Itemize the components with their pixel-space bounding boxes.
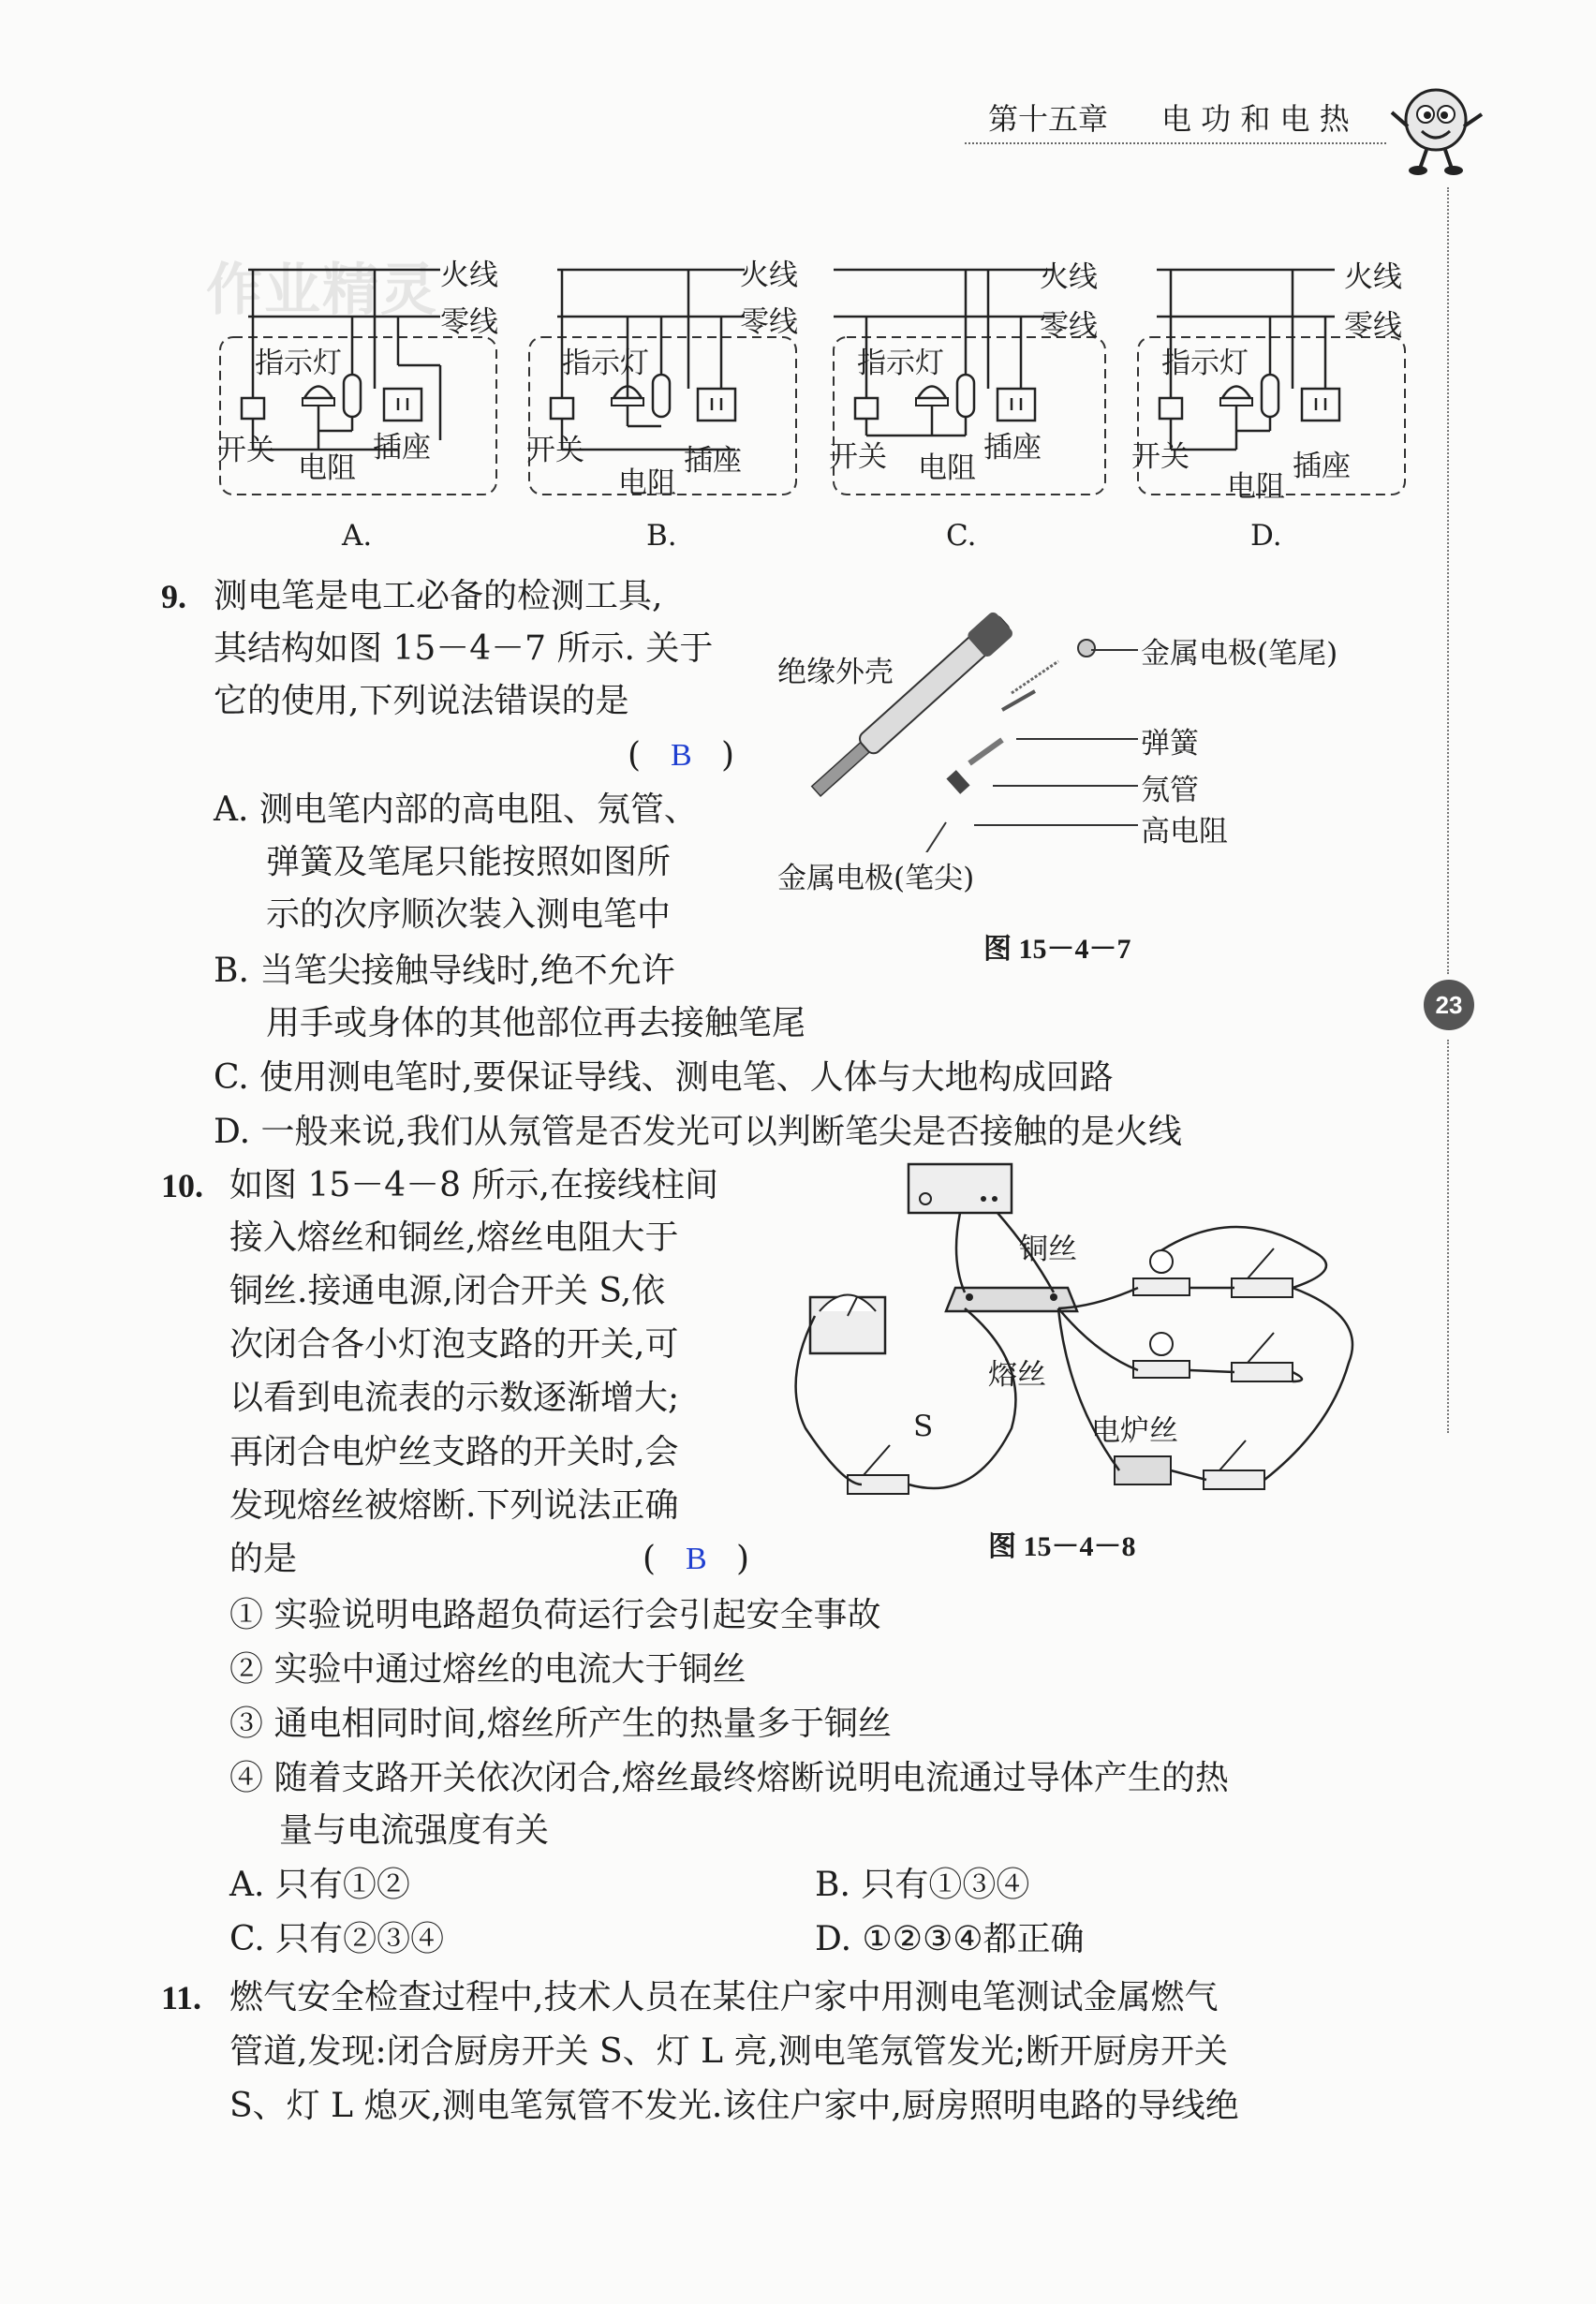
chapter-title: 电 功 和 电 热 [1161,101,1350,137]
tip-electrode-label: 金属电极(笔尖) [777,862,975,895]
q9-answer: B [671,738,692,773]
furnace-wire-label: 电炉丝 [1091,1414,1178,1448]
side-dotted-rule [1447,187,1449,974]
socket-label-d: 插座 [1293,450,1351,483]
fire-line-label-a: 火线 [440,258,498,292]
indicator-label-b: 指示灯 [562,347,649,380]
q9-option-a: A. 测电笔内部的高电阻、氖管、 [214,790,698,829]
q10-paren-close: ) [736,1540,750,1578]
q9-option-b: B. 当笔尖接触导线时,绝不允许 [214,952,675,990]
q10-number: 10. [161,1167,203,1204]
q9-number: 9. [161,578,186,615]
switch-label-a: 开关 [217,434,275,467]
q9-option-c: C. 使用测电笔时,要保证导线、测电笔、人体与大地构成回路 [214,1058,1114,1097]
q9-option-a: 弹簧及笔尾只能按照如图所 [266,843,672,881]
q11-stem-line: 燃气安全检查过程中,技术人员在某住户家中用测电笔测试金属燃气 [229,1978,1219,2016]
q10-statement: ③ 通电相同时间,熔丝所产生的热量多于铜丝 [229,1705,892,1743]
switch-label-c: 开关 [829,440,887,474]
q10-stem-line: 次闭合各小灯泡支路的开关,可 [229,1325,679,1364]
q9-paren-close: ) [721,736,735,775]
q10-stem-line: 再闭合电炉丝支路的开关时,会 [229,1433,679,1471]
neutral-line-label-c: 零线 [1040,309,1098,343]
q9-stem-line: 测电笔是电工必备的检测工具, [214,577,663,615]
q10-statement: ② 实验中通过熔丝的电流大于铜丝 [229,1650,746,1689]
q10-option-a: A. 只有①② [229,1866,410,1904]
spring-label: 弹簧 [1141,727,1199,761]
option-b-label: B. [646,519,677,553]
q9-paren-open: ( [628,736,642,775]
q10-stem-line: 如图 15－4－8 所示,在接线柱间 [229,1166,718,1204]
leader-line [1016,738,1138,740]
q11-stem-line: 管道,发现:闭合厨房开关 S、灯 L 亮,测电笔氖管发光;断开厨房开关 [229,2032,1229,2071]
switch-label-d: 开关 [1131,440,1190,474]
neutral-line-label-b: 零线 [740,305,798,339]
fire-line-label-c: 火线 [1040,260,1098,294]
q11-stem-line: S、灯 L 熄灭,测电笔氖管不发光.该住户家中,厨房照明电路的导线绝 [229,2087,1239,2125]
q10-statement: 量与电流强度有关 [279,1811,550,1850]
indicator-label-c: 指示灯 [857,347,944,380]
q10-stem-line: 以看到电流表的示数逐渐增大; [229,1379,680,1417]
leader-line [1091,649,1138,651]
resistor-label-c: 电阻 [918,451,976,485]
q9-option-b: 用手或身体的其他部位再去接触笔尾 [266,1004,806,1042]
figure-15-4-7-caption: 图 15－4－7 [983,934,1131,965]
q10-stem-line: 铜丝.接通电源,闭合开关 S,依 [229,1272,666,1310]
q10-stem-line: 发现熔丝被熔断.下列说法正确 [229,1486,679,1525]
socket-label-b: 插座 [684,444,742,478]
figure-15-4-8-caption: 图 15－4－8 [988,1531,1136,1562]
mascot-icon [1384,75,1497,178]
fuse-label: 熔丝 [988,1358,1046,1392]
q9-option-d: D. 一般来说,我们从氖管是否发光可以判断笔尖是否接触的是火线 [214,1113,1182,1151]
q10-stem-line: 接入熔丝和铜丝,熔丝电阻大于 [229,1218,679,1257]
fire-line-label-d: 火线 [1344,260,1402,294]
option-d-label: D. [1250,519,1282,553]
resistor-label-d: 电阻 [1227,470,1285,504]
test-pen-figure [768,571,1161,852]
chapter-label: 第十五章 [988,101,1109,137]
page-number: 23 [1435,991,1463,1019]
resistor-label-a: 电阻 [298,451,356,485]
fire-line-label-b: 火线 [740,258,798,292]
neutral-line-label-a: 零线 [440,305,498,339]
indicator-label-a: 指示灯 [255,347,342,380]
q10-paren-open: ( [643,1540,657,1578]
q10-option-b: B. 只有①③④ [815,1866,1030,1904]
q10-option-c: C. 只有②③④ [229,1920,445,1958]
watermark: 作业精灵 [206,258,438,323]
copper-wire-label: 铜丝 [1019,1233,1077,1266]
q9-stem-line: 其结构如图 15－4－7 所示. 关于 [214,629,714,668]
switch-label-b: 开关 [526,434,584,467]
side-dotted-rule-lower [1447,1040,1449,1433]
q10-answer: B [686,1542,707,1576]
option-c-label: C. [946,519,977,553]
switch-s-label: S [913,1410,934,1443]
indicator-label-d: 指示灯 [1161,347,1249,380]
neutral-line-label-d: 零线 [1344,309,1402,343]
q10-stem-line: 的是 [229,1540,298,1578]
option-a-label: A. [342,519,373,553]
neon-tube-label: 氖管 [1141,774,1199,807]
q10-statement: ① 实验说明电路超负荷运行会引起安全事故 [229,1596,881,1634]
resistor-label-b: 电阻 [618,466,676,500]
q9-stem-line: 它的使用,下列说法错误的是 [214,682,629,720]
insulating-shell-label: 绝缘外壳 [777,656,894,689]
fuse-experiment-figure [787,1147,1386,1522]
q10-statement: ④ 随着支路开关依次闭合,熔丝最终熔断说明电流通过导体产生的热 [229,1759,1229,1797]
high-resistor-label: 高电阻 [1141,815,1228,849]
q9-option-a: 示的次序顺次装入测电笔中 [266,895,672,934]
tail-electrode-label: 金属电极(笔尾) [1141,637,1338,671]
q11-number: 11. [161,1979,202,2016]
header-dotted-rule [965,142,1386,144]
leader-line [993,785,1138,787]
q10-option-d: D. ①②③④都正确 [815,1920,1085,1958]
leader-line [974,824,1138,826]
socket-label-c: 插座 [983,431,1042,465]
socket-label-a: 插座 [373,431,431,465]
